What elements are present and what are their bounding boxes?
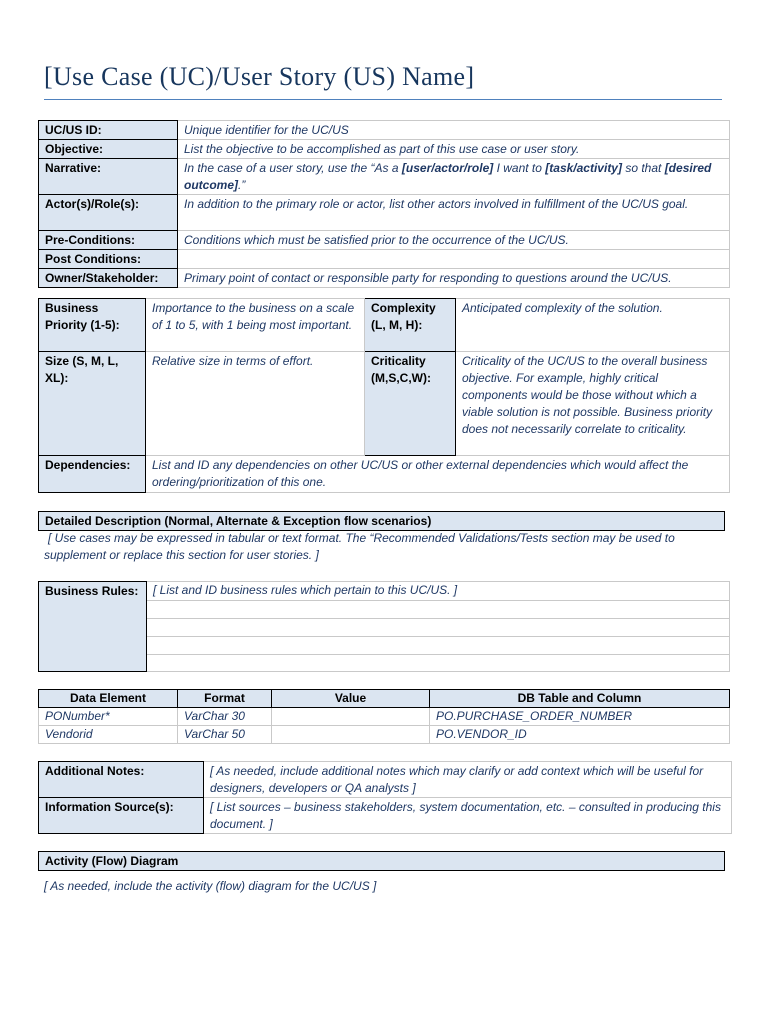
complexity-label: Complexity (L, M, H): — [365, 299, 456, 352]
data-element-header: Data Element — [39, 690, 178, 708]
business-rule-2 — [147, 601, 730, 619]
narrative-value — [178, 159, 730, 195]
business-rule-1: [ List and ID business rules which pertain to this UC/US. ] — [147, 582, 730, 601]
additional-notes-label: Additional Notes: — [39, 762, 204, 798]
value-cell — [272, 708, 430, 726]
data-element-cell: Vendorid — [39, 726, 178, 744]
db-column-cell: PO.PURCHASE_ORDER_NUMBER — [430, 708, 730, 726]
format-header: Format — [178, 690, 272, 708]
data-header-row — [39, 690, 730, 708]
narrative-text-4: .” — [238, 178, 246, 192]
postconditions-label: Post Conditions: — [39, 250, 178, 269]
uc-row-objective — [39, 140, 730, 159]
detailed-description-note: [ Use cases may be expressed in tabular or text format. The “Recommended Validations/Tests section may be used to supplement or replace this section for user stories. ] — [44, 531, 675, 562]
information-sources-row — [39, 798, 732, 834]
actors-value: In addition to the primary role or actor, list other actors involved in fulfillment of the UC/US goal. — [178, 195, 730, 231]
uc-info-table — [38, 120, 730, 288]
preconditions-value: Conditions which must be satisfied prior to the occurrence of the UC/US. — [178, 231, 730, 250]
narrative-outcome: [desired outcome] — [184, 161, 712, 192]
data-element-cell: PONumber* — [39, 708, 178, 726]
criticality-value: Criticality of the UC/US to the overall business objective. For example, highly critical components would be those without which a viable solution is not possible. Business priority does not necessarily correlate to criticality. — [456, 352, 730, 456]
dependencies-label: Dependencies: — [39, 456, 146, 493]
narrative-text-3: so that — [621, 161, 665, 175]
business-rules-row-1 — [39, 582, 730, 601]
data-elements-table — [38, 689, 730, 744]
uc-row-narrative — [39, 159, 730, 195]
actors-label: Actor(s)/Role(s): — [39, 195, 178, 231]
narrative-actor: [user/actor/role] — [401, 161, 494, 175]
size-label: Size (S, M, L, XL): — [39, 352, 146, 456]
dependencies-value: List and ID any dependencies on other UC/US or other external dependencies which would affect the ordering/prioritization of this one. — [146, 456, 730, 493]
narrative-label: Narrative: — [39, 159, 178, 195]
uc-row-postconditions — [39, 250, 730, 269]
db-column-header: DB Table and Column — [430, 690, 730, 708]
data-row — [39, 726, 730, 744]
owner-label: Owner/Stakeholder: — [39, 269, 178, 288]
activity-diagram-note: [ As needed, include the activity (flow) diagram for the UC/US ] — [44, 879, 377, 893]
objective-label: Objective: — [39, 140, 178, 159]
business-priority-label: Business Priority (1-5): — [39, 299, 146, 352]
size-value: Relative size in terms of effort. — [146, 352, 365, 456]
detailed-description-heading: Detailed Description (Normal, Alternate & Exception flow scenarios) — [38, 511, 725, 531]
db-column-cell: PO.VENDOR_ID — [430, 726, 730, 744]
objective-value: List the objective to be accomplished as part of this use case or user story. — [178, 140, 730, 159]
value-cell — [272, 726, 430, 744]
business-rule-4 — [147, 637, 730, 655]
dependencies-row — [39, 456, 730, 493]
preconditions-label: Pre-Conditions: — [39, 231, 178, 250]
additional-notes-value: [ As needed, include additional notes which may clarify or add context which will be useful for designers, developers or QA analysts ] — [204, 762, 732, 798]
owner-value: Primary point of contact or responsible party for responding to questions around the UC/US. — [178, 269, 730, 288]
complexity-value: Anticipated complexity of the solution. — [456, 299, 730, 352]
uc-row-preconditions — [39, 231, 730, 250]
business-rules-label: Business Rules: — [39, 582, 147, 672]
priority-row — [39, 299, 730, 352]
uc-row-actors — [39, 195, 730, 231]
business-rules-table — [38, 581, 730, 672]
document-title: [Use Case (UC)/User Story (US) Name] — [44, 62, 475, 91]
priority-table — [38, 298, 730, 493]
information-sources-label: Information Source(s): — [39, 798, 204, 834]
notes-table — [38, 761, 732, 834]
narrative-text-2: I want to — [493, 161, 546, 175]
title-underline — [44, 99, 722, 100]
activity-diagram-heading: Activity (Flow) Diagram — [38, 851, 725, 871]
narrative-task: [task/activity] — [545, 161, 622, 175]
criticality-label: Criticality (M,S,C,W): — [365, 352, 456, 456]
format-cell: VarChar 30 — [178, 708, 272, 726]
uc-row-id — [39, 121, 730, 140]
uc-id-label: UC/US ID: — [39, 121, 178, 140]
additional-notes-row — [39, 762, 732, 798]
uc-id-value: Unique identifier for the UC/US — [178, 121, 730, 140]
data-row — [39, 708, 730, 726]
business-rule-5 — [147, 655, 730, 672]
information-sources-value: [ List sources – business stakeholders, system documentation, etc. – consulted in producing this document. ] — [204, 798, 732, 834]
business-priority-value: Importance to the business on a scale of 1 to 5, with 1 being most important. — [146, 299, 365, 352]
uc-row-owner — [39, 269, 730, 288]
narrative-text-1: In the case of a user story, use the “As a — [184, 161, 402, 175]
size-row — [39, 352, 730, 456]
format-cell: VarChar 50 — [178, 726, 272, 744]
business-rule-3 — [147, 619, 730, 637]
postconditions-value — [178, 250, 730, 269]
value-header: Value — [272, 690, 430, 708]
